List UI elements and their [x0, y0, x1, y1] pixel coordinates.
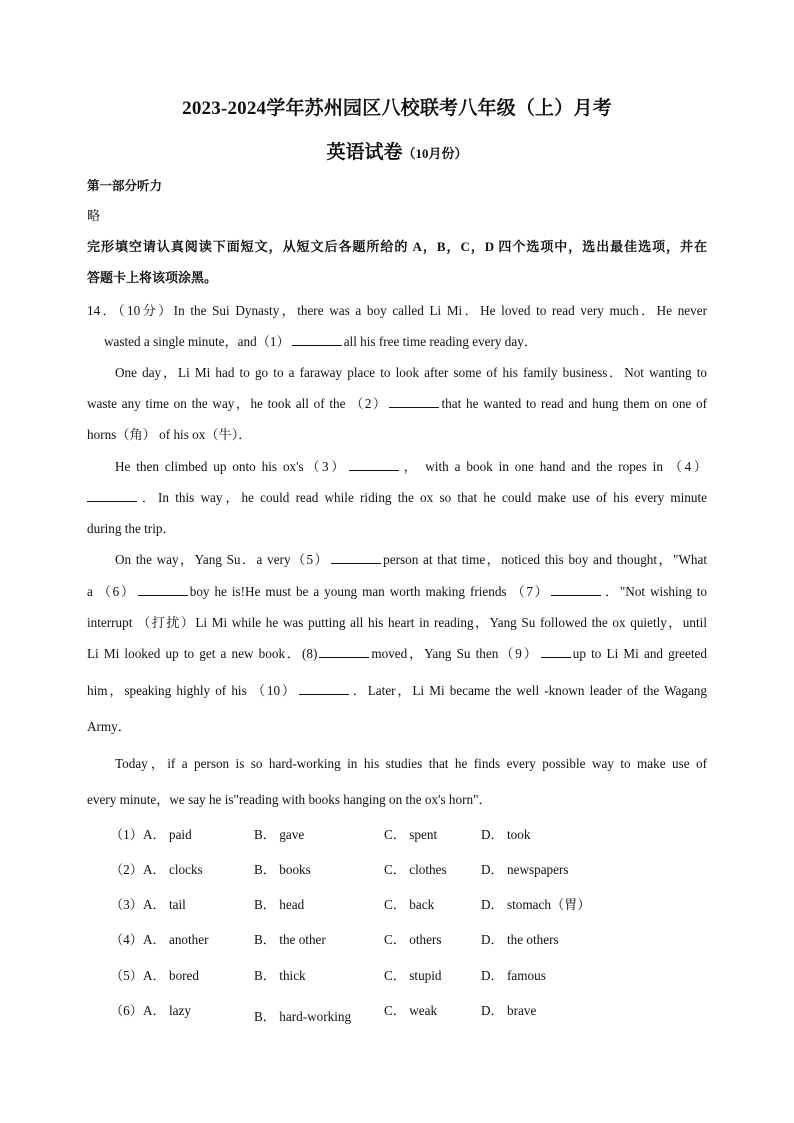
part1-body: 略 — [87, 208, 101, 223]
answer-blank-4 — [87, 489, 137, 502]
option-c[interactable]: C． stupid — [384, 968, 442, 983]
option-c[interactable]: C． spent — [384, 827, 438, 842]
option-d[interactable]: D． famous — [481, 968, 546, 983]
option-c[interactable]: C． back — [384, 897, 435, 912]
passage-line: a （6） boy he is!He must be a young man worth making friends （7） ．"Not wishing to — [87, 584, 708, 599]
passage-line: him，speaking highly of his （10） ．Later，Li Mi became the well -known leader of the Wagang — [87, 683, 707, 698]
answer-blank-8 — [319, 645, 369, 658]
answer-blank-3 — [349, 458, 399, 471]
passage-line: ．In this way，he could read while riding the ox so that he could make use of his every minute — [87, 489, 707, 507]
option-a[interactable]: （5）A． bored — [110, 968, 200, 983]
instructions-line-1: 完形填空请认真阅读下面短文，从短文后各题所给的 A，B，C，D 四个选项中，选出最佳选项，并在 — [87, 239, 707, 254]
option-row-5 — [110, 965, 630, 985]
passage-line: One day，Li Mi had to go to a faraway place to look after some of his family business．Not wanting to — [115, 365, 707, 380]
passage-line: every minute，we say he is"reading with books hanging on the ox's horn"． — [87, 792, 492, 807]
option-c[interactable]: C． others — [384, 932, 442, 947]
option-a[interactable]: （3）A． tail — [110, 897, 186, 912]
answer-blank-5 — [331, 551, 381, 564]
answer-blank-6 — [138, 583, 188, 596]
option-row-4 — [110, 929, 630, 949]
passage-line: during the trip． — [87, 521, 176, 536]
passage-line: Army． — [87, 719, 131, 734]
answer-blank-7 — [551, 583, 601, 596]
passage-line: horns（角） of his ox（牛）． — [87, 427, 252, 442]
option-a[interactable]: （1）A． paid — [110, 827, 192, 842]
exam-title: 2023-2024学年苏州园区八校联考八年级（上）月考 — [182, 98, 612, 119]
option-b[interactable]: B． gave — [254, 827, 305, 842]
option-c[interactable]: C． clothes — [384, 862, 447, 877]
option-b[interactable]: B． thick — [254, 968, 306, 983]
passage-line: 14．（10分）In the Sui Dynasty，there was a boy called Li Mi．He loved to read very much．He never — [87, 303, 707, 318]
passage-line: On the way，Yang Su．a very（5） person at that time，noticed this boy and thought，"What — [115, 552, 708, 567]
option-d[interactable]: D． the others — [481, 932, 559, 947]
option-row-2 — [110, 859, 630, 879]
answer-blank-1 — [292, 333, 342, 346]
instructions-line-2: 答题卡上将该项涂黑。 — [87, 270, 218, 285]
option-a[interactable]: （2）A． clocks — [110, 862, 203, 877]
passage-line: He then climbed up onto his ox's（3） ， with a book in one hand and the ropes in （4） — [115, 459, 707, 474]
option-b[interactable]: B． the other — [254, 932, 326, 947]
option-d[interactable]: D． newspapers — [481, 862, 569, 877]
option-b[interactable]: B． books — [254, 862, 311, 877]
subtitle-note: （10月份） — [402, 146, 468, 161]
option-b[interactable]: B． hard-working — [254, 1009, 352, 1024]
answer-blank-9 — [541, 645, 571, 658]
answer-blank-10 — [299, 682, 349, 695]
subtitle-text: 英语试卷 — [326, 142, 403, 163]
passage-line: Li Mi looked up to get a new book．(8) moved，Yang Su then（9） up to Li Mi and greeted — [87, 646, 707, 661]
passage-line: waste any time on the way，he took all of the （2） that he wanted to read and hung them on one of — [87, 396, 707, 411]
passage-line: Today，if a person is so hard-working in his studies that he finds every possible way to make use of — [115, 756, 707, 771]
option-a[interactable]: （6）A． lazy — [110, 1003, 191, 1018]
answer-blank-2 — [389, 395, 439, 408]
option-row-3 — [110, 894, 630, 914]
part1-heading: 第一部分听力 — [87, 179, 163, 193]
option-row-1 — [110, 824, 630, 844]
option-d[interactable]: D． brave — [481, 1003, 537, 1018]
option-c[interactable]: C． weak — [384, 1003, 438, 1018]
option-d[interactable]: D． took — [481, 827, 531, 842]
option-d[interactable]: D． stomach（胃） — [481, 897, 591, 912]
exam-subtitle — [0, 137, 794, 164]
passage-line: interrupt （打扰）Li Mi while he was putting all his heart in reading，Yang Su followed the ox quietly，until — [87, 615, 707, 630]
option-row-6 — [110, 1000, 630, 1024]
option-b[interactable]: B． head — [254, 897, 305, 912]
passage-line: wasted a single minute，and（1） all his free time reading every day． — [104, 334, 538, 349]
option-a[interactable]: （4）A． another — [110, 932, 209, 947]
